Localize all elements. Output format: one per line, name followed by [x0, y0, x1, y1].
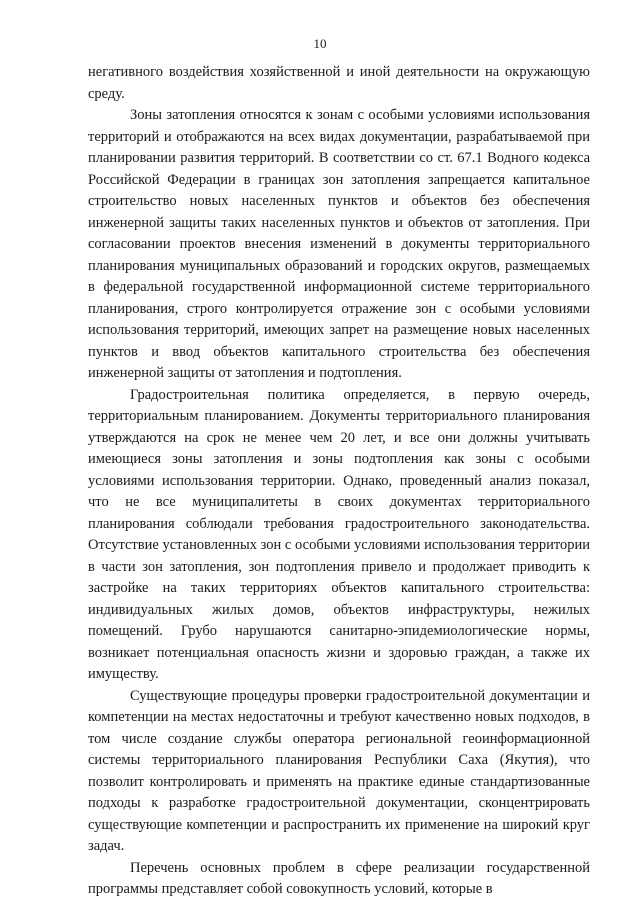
paragraph-continuation: негативного воздействия хозяйственной и иной деятельности на окружающую среду. [88, 64, 590, 102]
paragraph-flood-zones: Зоны затопления относятся к зонам с особыми условиями использования территорий и отображаются на всех видах документации, разрабатываемой при планировании развития территорий. В соответствии со ст. 67.1 Водного кодекса Российской Федерации в границах зон затопления запрещается капитальное строительство новых населенных пунктов и объектов без обеспечения инженерной защиты таких населенных пунктов и объектов от затопления. При согласовании проектов внесения изменений в документы территориального планирования муниципальных образований и городских округов, размещаемых в федеральной государственной информационной системе территориального планирования, строго контролируется отражение зон с особыми условиями использования территорий, имеющих запрет на размещение новых населенных пунктов и ввод объектов капитального строительства без обеспечения инженерной защиты от затопления и подтопления. [88, 107, 590, 381]
paragraph-problems-list: Перечень основных проблем в сфере реализации государственной программы представляет собой совокупность условий, которые в [88, 859, 590, 897]
document-body [88, 62, 590, 901]
paragraph-urban-policy: Градостроительная политика определяется, в первую очередь, территориальным планированием. Документы территориального планирования утверждаются на срок не менее чем 20 лет, и все они должны учитывать имеющиеся зоны затопления и зоны подтопления как зоны с особыми условиями использования территории. Однако, проведенный анализ показал, что не все муниципалитеты в своих документах территориального планирования соблюдали требования градостроительного законодательства. Отсутствие установленных зон с особыми условиями использования территории в части зон затопления, зон подтопления привело и продолжает приводить к застройке на таких территориях объектов капитального строительства: индивидуальных жилых домов, объектов инфраструктуры, нежилых помещений. Грубо нарушаются санитарно-эпидемиологические нормы, возникает потенциальная опасность жизни и здоровью граждан, а также их имуществу. [88, 386, 590, 682]
page-number: 10 [313, 36, 327, 51]
paragraph-verification-procedures: Существующие процедуры проверки градостроительной документации и компетенции на местах недостаточны и требуют качественно новых подходов, в том числе создание службы оператора региональной геоинформационной системы территориального планирования Республики Саха (Якутия), что позволит контролировать и применять на практике единые стандартизованные подходы к разработке градостроительной документации, сконцентрировать существующие компетенции и распространить их применение на широкий круг задач. [88, 687, 590, 854]
